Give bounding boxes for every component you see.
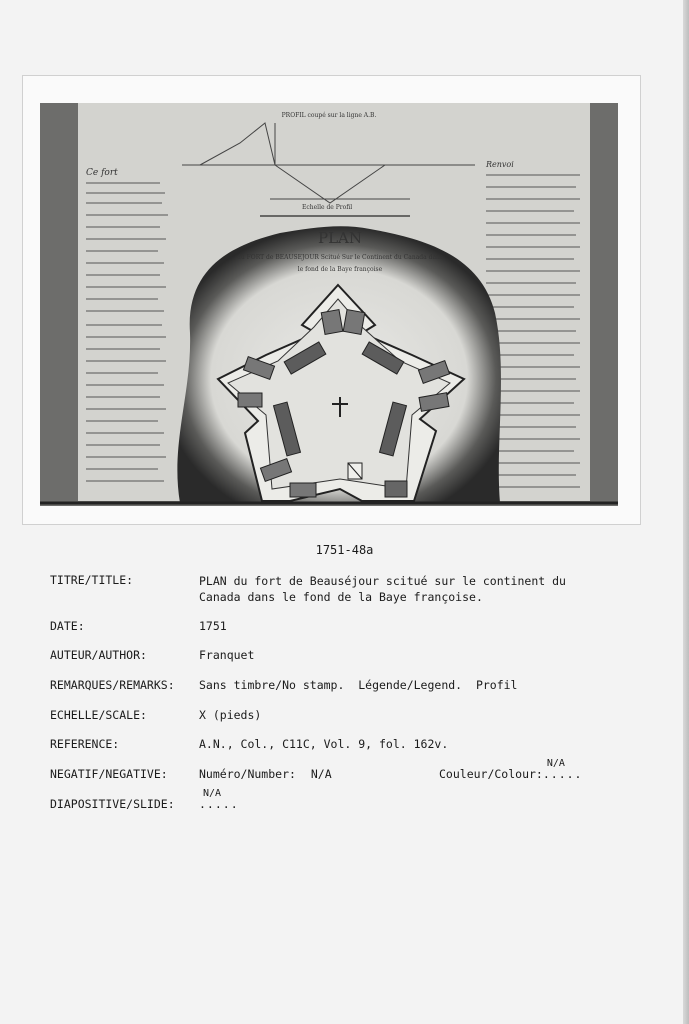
slide-label: DIAPOSITIVE/SLIDE:	[50, 797, 175, 811]
catalog-number: 1751-48a	[315, 543, 374, 557]
remarks-value: Sans timbre/No stamp. Légende/Legend. Profil	[199, 678, 518, 692]
reference-value: A.N., Col., C11C, Vol. 9, fol. 162v.	[199, 737, 449, 751]
colour-value: N/A	[546, 758, 565, 769]
negative-label: NEGATIF/NEGATIVE:	[50, 767, 168, 781]
map-photograph	[40, 103, 618, 506]
date-value: 1751	[199, 619, 227, 633]
colour-label: Couleur/Colour:	[439, 767, 543, 781]
scale-caption: Echelle de Profil	[302, 204, 353, 211]
reference-label: REFERENCE:	[50, 737, 120, 751]
negative-number-value: N/A	[310, 767, 332, 781]
title-value: PLAN du fort de Beauséjour scitué sur le continent du Canada dans le fond de la Baye françoise.	[199, 574, 566, 604]
left-note-heading: Ce fort	[86, 168, 118, 178]
right-note-heading: Renvoi	[486, 160, 514, 169]
date-label: DATE:	[50, 619, 85, 633]
plan-title: PLAN	[317, 229, 363, 247]
fort-plan-map	[40, 103, 618, 506]
scale-value: X (pieds)	[199, 708, 262, 722]
page-edge	[683, 0, 689, 1024]
title-label: TITRE/TITLE:	[50, 573, 134, 587]
slide-dots: .....	[199, 797, 239, 811]
negative-colour	[439, 758, 583, 781]
negative-number	[199, 767, 332, 781]
scale-label: ECHELLE/SCALE:	[50, 708, 147, 722]
colour-dots: .....	[542, 767, 583, 781]
profile-heading: PROFIL coupé sur la ligne A.B.	[281, 112, 377, 119]
slide-value: N/A	[203, 788, 222, 799]
slide-value-wrap	[199, 788, 239, 811]
author-label: AUTEUR/AUTHOR:	[50, 648, 147, 662]
author-value: Franquet	[199, 648, 255, 662]
remarks-label: REMARQUES/REMARKS:	[50, 678, 175, 692]
plan-subtitle-1: du FORT de BEAUSEJOUR Scitué Sur le Continent du Canada dans	[237, 254, 443, 261]
plan-subtitle-2: le fond de la Baye françoise	[297, 266, 383, 273]
negative-number-label: Numéro/Number:	[199, 767, 296, 781]
